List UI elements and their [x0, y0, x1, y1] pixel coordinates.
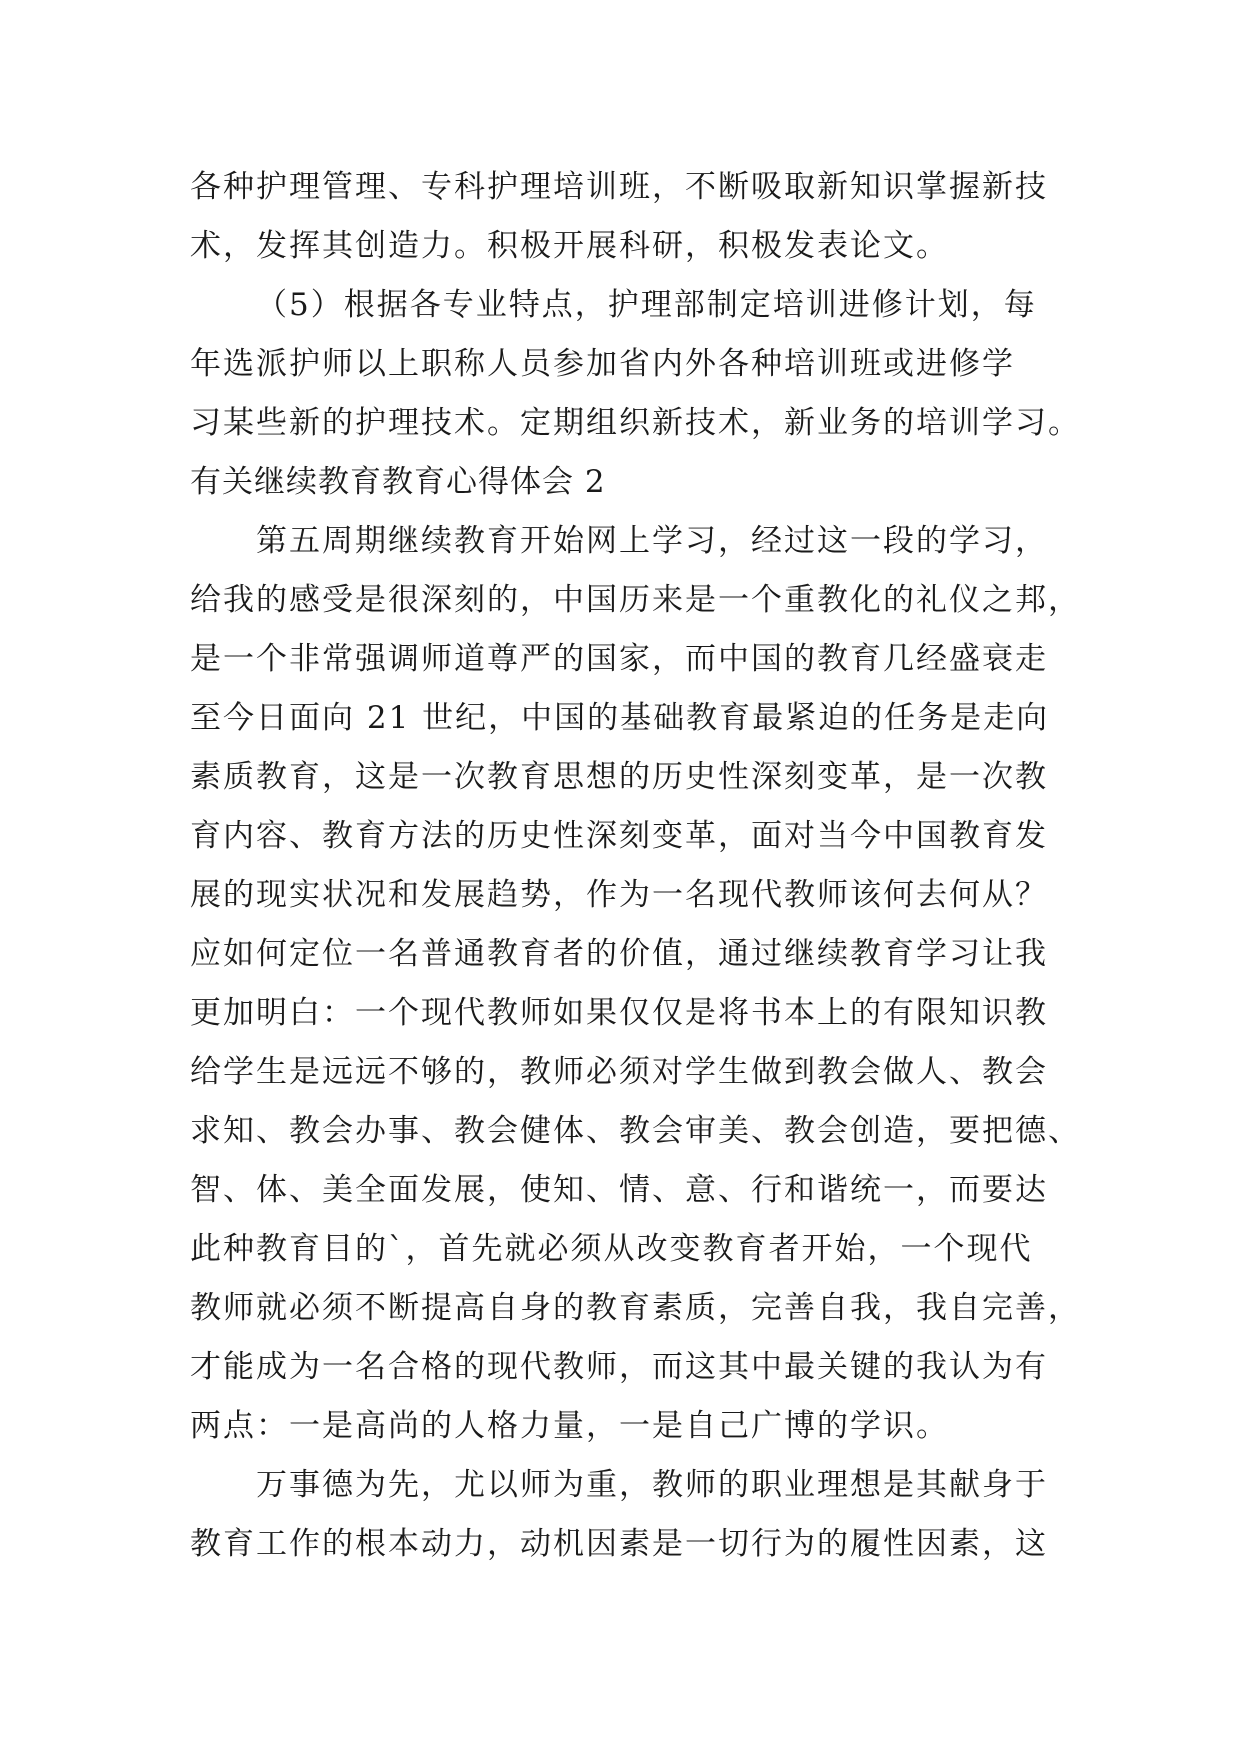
text-line: 育内容、教育方法的历史性深刻变革，面对当今中国教育发 — [190, 818, 1048, 854]
text-line: 术，发挥其创造力。积极开展科研，积极发表论文。 — [190, 228, 949, 264]
text-line: 第五周期继续教育开始网上学习，经过这一段的学习， — [256, 523, 1048, 559]
text-line: 展的现实状况和发展趋势，作为一名现代教师该何去何从？ — [190, 877, 1048, 913]
text-line: 才能成为一名合格的现代教师，而这其中最关键的我认为有 — [190, 1349, 1048, 1385]
text-line: 求知、教会办事、教会健体、教会审美、教会创造，要把德、 — [190, 1113, 1081, 1149]
section-heading: 有关继续教育教育心得体会 2 — [190, 464, 606, 500]
text-line: 习某些新的护理技术。定期组织新技术，新业务的培训学习。 — [190, 405, 1081, 441]
text-line: 给学生是远远不够的，教师必须对学生做到教会做人、教会 — [190, 1054, 1048, 1090]
text-line: 智、体、美全面发展，使知、情、意、行和谐统一，而要达 — [190, 1172, 1048, 1208]
text-line: 教育工作的根本动力，动机因素是一切行为的履性因素，这 — [190, 1526, 1048, 1562]
text-line: 两点：一是高尚的人格力量，一是自己广博的学识。 — [190, 1408, 949, 1444]
text-line: 教师就必须不断提高自身的教育素质，完善自我，我自完善， — [190, 1290, 1081, 1326]
text-line: 此种教育目的`，首先就必须从改变教育者开始，一个现代 — [190, 1231, 1033, 1267]
text-line: 给我的感受是很深刻的，中国历来是一个重教化的礼仪之邦， — [190, 582, 1081, 618]
text-line: 各种护理管理、专科护理培训班，不断吸取新知识掌握新技 — [190, 169, 1048, 205]
text-line: 素质教育，这是一次教育思想的历史性深刻变革，是一次教 — [190, 759, 1048, 795]
text-line: 更加明白：一个现代教师如果仅仅是将书本上的有限知识教 — [190, 995, 1048, 1031]
text-line: 应如何定位一名普通教育者的价值，通过继续教育学习让我 — [190, 936, 1048, 972]
text-line: 万事德为先，尤以师为重，教师的职业理想是其献身于 — [256, 1467, 1048, 1503]
text-line: 至今日面向 21 世纪，中国的基础教育最紧迫的任务是走向 — [190, 700, 1050, 736]
text-line: 是一个非常强调师道尊严的国家，而中国的教育几经盛衰走 — [190, 641, 1048, 677]
document-page — [190, 158, 1081, 1574]
text-line: （5）根据各专业特点，护理部制定培训进修计划，每 — [256, 287, 1037, 323]
text-line: 年选派护师以上职称人员参加省内外各种培训班或进修学 — [190, 346, 1015, 382]
